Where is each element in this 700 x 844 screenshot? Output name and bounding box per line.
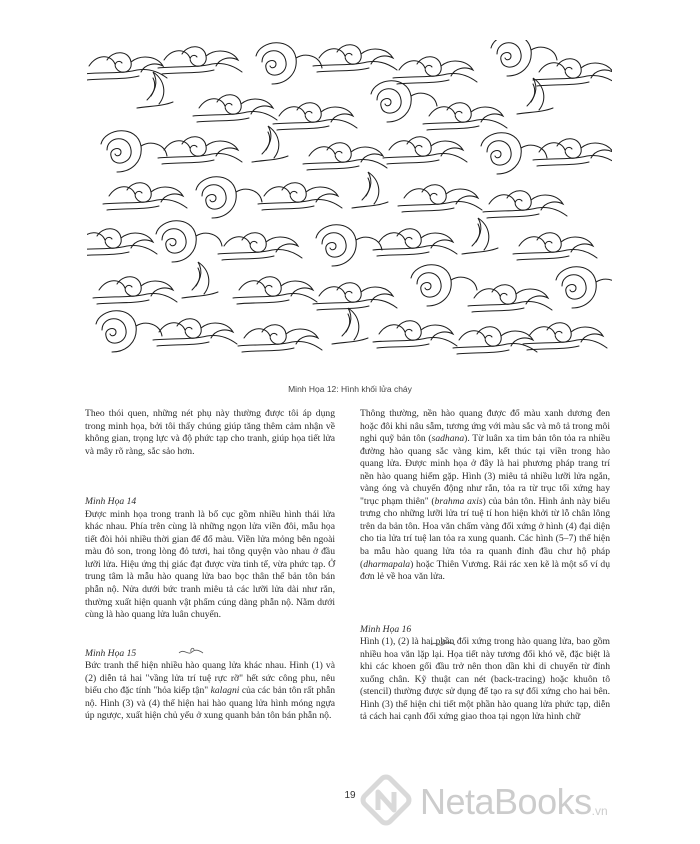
watermark xyxy=(360,770,690,834)
section-14-body: Được minh họa trong tranh là bố cục gồm nhiều hình thái lửa khác nhau. Phía trên cùng là những ngọn lửa viền đôi, mẫu họa tiết đòi hỏi nhiều thời gian để đổ màu. Viền lửa mỏng bên ngoài màu đỏ son, trong lòng đỏ tươi, hai tông quyện vào nhau ở đầu lưỡi lửa. Hiệu ứng thị giác đạt được vừa tinh tế, vừa phức tạp. Ở trung tâm là mẫu hào quang lửa bao bọc thân thể bản tôn bán phẫn nộ. Nửa dưới bức tranh miêu tả các lưỡi lửa dài như rắn, thường xuất hiện quanh vật phẩm cúng dàng phẫn nộ. Nằm dưới cùng là hào quang lửa luân chuyển. xyxy=(85,508,335,621)
flourish-divider-icon xyxy=(430,638,456,650)
watermark-text: NetaBooks xyxy=(420,781,592,822)
section-15-text-a: Bức tranh thể hiện nhiều hào quang lửa khác nhau. Hình (1) và (2) diễn tả hai "vầng lửa trí tuệ rực rỡ" hết sức công phu, nêu biểu cho đặc tính "hỏa kiếp tận" xyxy=(85,660,335,697)
term-dharmapala: dharmapala xyxy=(363,558,411,570)
section-15-body xyxy=(85,660,335,723)
right-text-d: ) hoặc Thiên Vương. Rải rác xen kẽ là một số ví dụ đơn lẻ về hoa văn lửa. xyxy=(360,558,610,583)
section-15-heading: Minh Họa 15 xyxy=(85,647,137,659)
flame-cloud-illustration xyxy=(87,40,612,358)
flourish-divider-icon xyxy=(178,646,204,658)
right-text-b: ). Từ luân xa tim bản tôn tỏa ra nhiều đường hào quang sắc vàng kim, kết thúc tại viền trong hào quang lửa. Được minh họa ở đây là hai phương pháp trang trí nền hào quang hiếm gặp. Hình (3) miêu tả nhiều lưỡi lửa ngắn, vàng óng và chuyển động như rắn, tỏa ra từ trục tối xứng hay "trục phạm thiên" ( xyxy=(360,433,610,507)
term-brahma-axis: brahma axis xyxy=(434,495,483,507)
right-text-a: Thông thường, nền hào quang được đổ màu xanh dương đen hoặc đôi khi nâu sẫm, tương ứng với màu sắc và mô tả trong môi nghi quỹ bản tôn ( xyxy=(360,408,610,445)
right-intro-paragraph xyxy=(360,408,610,584)
watermark-suffix: .vn xyxy=(591,804,608,818)
section-16-heading: Minh Họa 16 xyxy=(360,623,412,635)
figure-caption: Minh Họa 12: Hình khối lửa cháy xyxy=(288,384,412,394)
section-16-body: Hình (1), (2) là hai phần đối xứng trong hào quang lửa, bao gồm nhiều hoa văn lặp lại. Họa tiết này tương đối khó vẽ, đặc biệt là khi các khoen gối đầu trở nên thon dần khi di chuyển từ đỉnh xuống chân. Kỹ thuật can nét (back-tracing) hoặc khuôn tô (stencil) thường được sử dụng để tạo ra sự đối xứng cho hai bên. Hình (3) thể hiện chi tiết một phần hào quang lửa phức tạp, diễn tả cách hai cạnh đối xứng giao thoa tại ngọn lửa hình chữ xyxy=(360,636,610,723)
section-14-heading: Minh Họa 14 xyxy=(85,496,137,508)
right-column xyxy=(360,408,610,724)
right-text-c: ) của bản tôn. Hình ảnh này biểu trưng cho những lưỡi lửa trí tuệ tí hon hiện khởi từ lỗ chân lông trên da bản tôn. Hoa văn chấm vàng đối xứng ở hình (4) đại diện cho tia lửa trí tuệ lan tỏa ra xung quanh. Các hình (5–7) thể hiện ba mẫu hào quang lửa tỏa ra quanh đỉnh đầu chư hộ pháp ( xyxy=(360,495,610,570)
section-15-text-b: của các bản tôn rất phẫn nộ. Hình (3) và (4) thể hiện hai hào quang lửa hình móng ngựa úp ngược, xuất hiện chủ yếu ở xung quanh bản tôn bán phẫn nộ. xyxy=(85,685,336,722)
term-kalagni: kalagni xyxy=(210,685,240,697)
netabooks-logo xyxy=(360,774,416,830)
spacer xyxy=(85,458,335,496)
spacer xyxy=(85,622,335,648)
flame-cloud-line-art xyxy=(87,40,612,358)
page-number: 19 xyxy=(344,790,356,801)
left-column xyxy=(85,408,335,723)
spacer xyxy=(360,584,610,624)
term-sadhana: sadhana xyxy=(431,433,465,445)
intro-paragraph: Theo thói quen, những nét phụ này thường được tôi áp dụng trong minh họa, bởi tôi thấy chúng giúp tăng thêm cảm nhận về không gian, trọng lực và độ phức tạp cho tranh, giúp họa tiết lửa và mây rõ ràng, sắc sảo hơn. xyxy=(85,408,335,457)
